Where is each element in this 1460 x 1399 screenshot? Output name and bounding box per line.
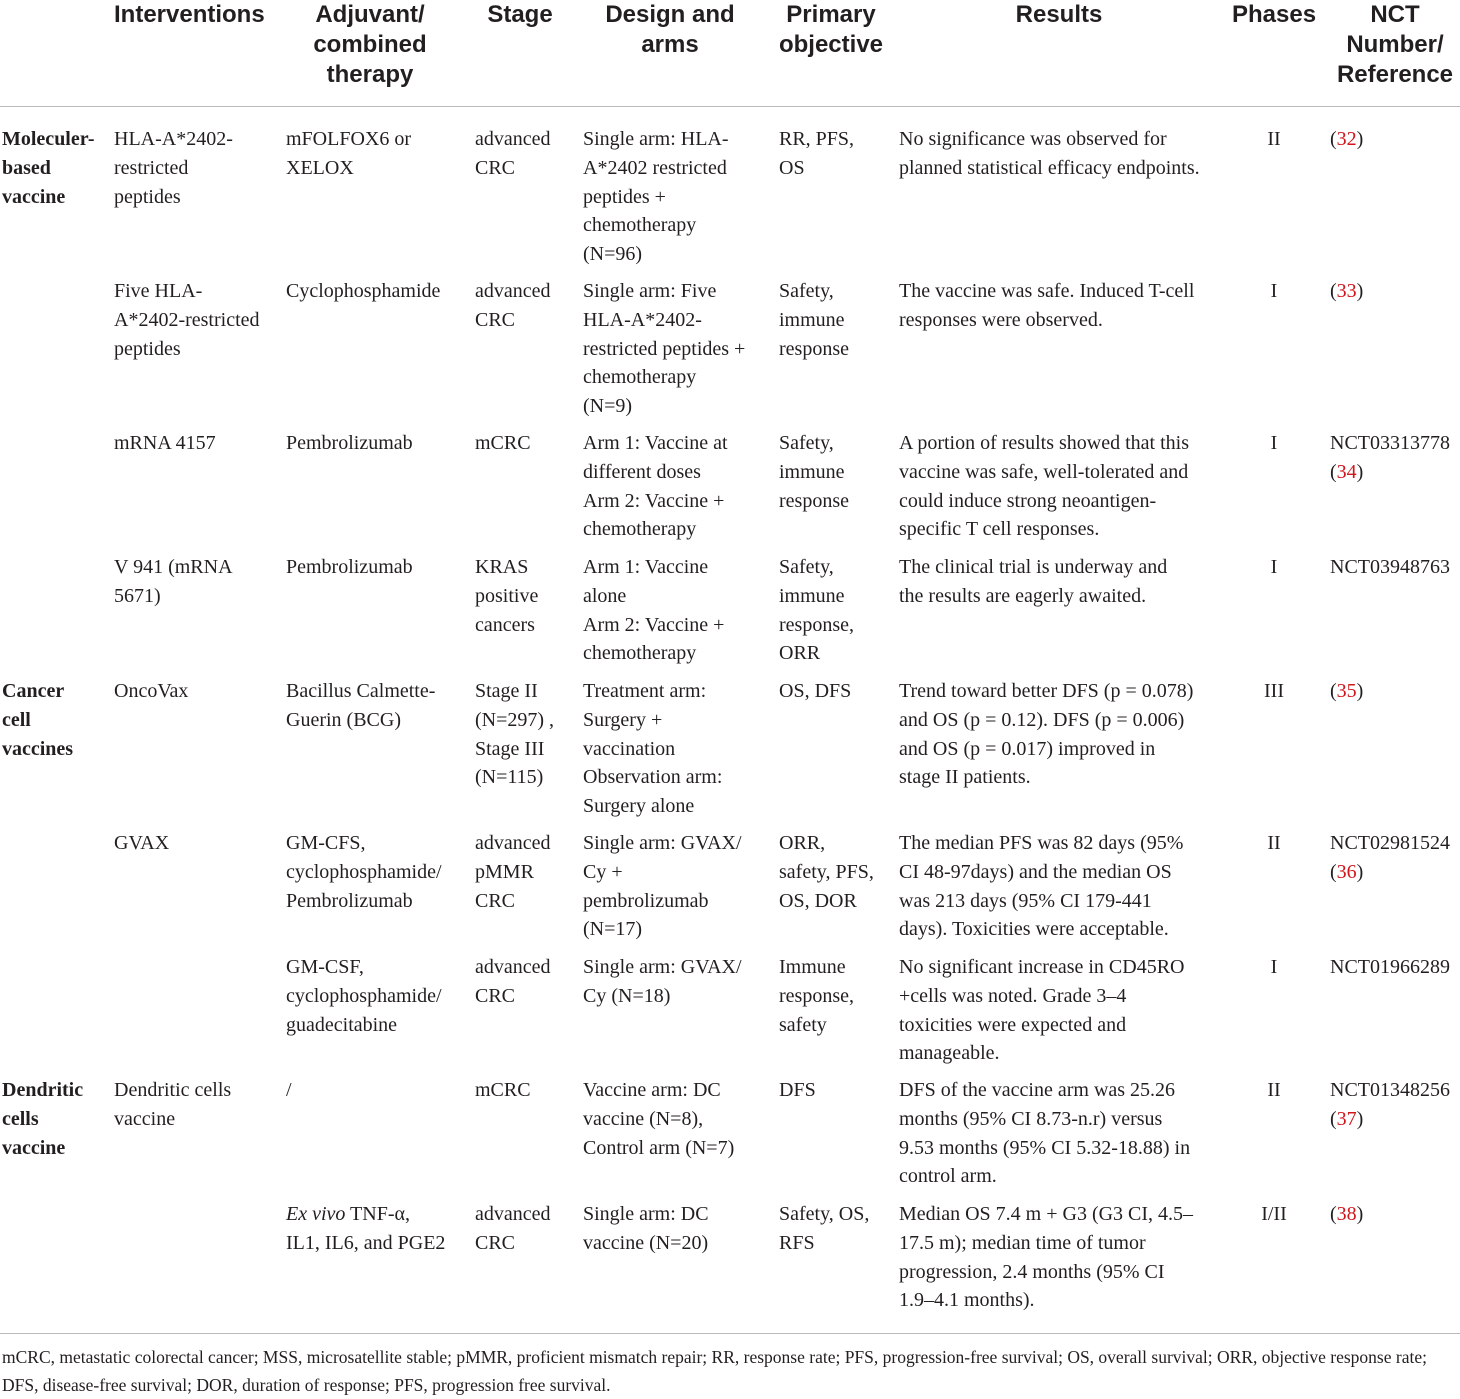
cell-adjuvant: GM-CFS, cyclophosphamide/ Pembrolizumab xyxy=(286,832,442,912)
cell-objective: Safety, immune response, ORR xyxy=(779,556,854,665)
cell-results: No significant increase in CD45RO +cells was noted. Grade 3–4 toxicities were expected and manageable. xyxy=(899,956,1185,1065)
cell-results: Trend toward better DFS (p = 0.078) and OS (p = 0.12). DFS (p = 0.006) and OS (p = 0.017) improved in stage II patients. xyxy=(899,680,1194,789)
cell-results: The clinical trial is underway and the results are eagerly awaited. xyxy=(899,556,1168,607)
nct-number: NCT01348256 xyxy=(1330,1079,1450,1101)
header-design: Design and arms xyxy=(605,1,735,58)
cell-results: The median PFS was 82 days (95% CI 48-97days) and the median OS was 213 days (95% CI 179-441 days). Toxicities were acceptable. xyxy=(899,832,1184,941)
cell-stage: mCRC xyxy=(475,432,531,454)
nct-number: NCT03313778 xyxy=(1330,432,1450,454)
cell-design: Treatment arm: Surgery + vaccination Observation arm: Surgery alone xyxy=(583,680,723,818)
footer-rule xyxy=(0,1333,1460,1334)
cell-phase: II xyxy=(1267,832,1281,854)
cell-adjuvant: Pembrolizumab xyxy=(286,432,413,454)
group-label: Cancer cell vaccines xyxy=(2,680,74,760)
cell-phase: I xyxy=(1270,556,1278,578)
cell-design: Single arm: GVAX/ Cy (N=18) xyxy=(583,956,742,1007)
cell-design: Single arm: HLA- A*2402 restricted peptides + chemotherapy (N=96) xyxy=(583,128,729,266)
cell-results: No significance was observed for planned statistical efficacy endpoints. xyxy=(899,128,1200,179)
nct-number: NCT01966289 xyxy=(1330,956,1450,978)
cell-design: Single arm: GVAX/ Cy + pembrolizumab (N=17) xyxy=(583,832,742,941)
reference-link[interactable]: 33 xyxy=(1336,280,1357,302)
reference-link[interactable]: 36 xyxy=(1336,860,1357,883)
nct-number: NCT03948763 xyxy=(1330,556,1450,578)
cell-nct: NCT02981524 (36) xyxy=(1330,832,1450,883)
cell-phase: III xyxy=(1264,680,1284,702)
cell-objective: Safety, immune response xyxy=(779,280,849,360)
cell-stage: advanced CRC xyxy=(475,956,551,1007)
cell-nct: NCT03313778 (34) xyxy=(1330,432,1450,483)
cell-adjuvant: Cyclophosphamide xyxy=(286,280,441,302)
cell-stage: Stage II (N=297) , Stage III (N=115) xyxy=(475,680,555,789)
cell-intervention: mRNA 4157 xyxy=(114,432,216,454)
cell-nct: (33) xyxy=(1330,280,1364,302)
reference-link[interactable]: 37 xyxy=(1336,1107,1357,1130)
cell-adjuvant: Pembrolizumab xyxy=(286,556,413,578)
cell-intervention: V 941 (mRNA 5671) xyxy=(114,556,233,607)
cell-objective: DFS xyxy=(779,1079,816,1101)
cell-phase: I xyxy=(1270,432,1278,454)
group-label: Moleculer-based vaccine xyxy=(2,128,95,208)
cell-intervention: Five HLA- A*2402-restricted peptides xyxy=(114,280,260,360)
cell-adjuvant: Bacillus Calmette- Guerin (BCG) xyxy=(286,680,436,731)
cell-design: Arm 1: Vaccine at different doses Arm 2: Vaccine + chemotherapy xyxy=(583,432,728,541)
header-adjuvant: Adjuvant/ combined therapy xyxy=(313,1,427,88)
reference-link[interactable]: 34 xyxy=(1336,460,1357,483)
reference-link[interactable]: 35 xyxy=(1336,680,1357,702)
header-results: Results xyxy=(1015,1,1103,28)
cell-adjuvant: / xyxy=(286,1079,292,1101)
cell-nct: NCT01348256 (37) xyxy=(1330,1079,1450,1130)
cell-nct: (38) xyxy=(1330,1203,1364,1225)
cell-phase: I xyxy=(1270,280,1278,302)
reference-link[interactable]: 32 xyxy=(1336,128,1357,150)
cell-stage: advanced CRC xyxy=(475,1203,551,1254)
cell-phase: II xyxy=(1267,1079,1281,1101)
cell-adjuvant: mFOLFOX6 or XELOX xyxy=(286,128,412,179)
header-objective: Primary objective xyxy=(778,1,884,58)
cell-design: Single arm: Five HLA-A*2402- restricted peptides + chemotherapy (N=9) xyxy=(583,280,746,418)
cell-results: The vaccine was safe. Induced T-cell responses were observed. xyxy=(899,280,1195,331)
cell-intervention: HLA-A*2402- restricted peptides xyxy=(114,128,233,208)
header-interventions: Interventions xyxy=(114,1,265,28)
cell-results: Median OS 7.4 m + G3 (G3 CI, 4.5– 17.5 m); median time of tumor progression, 2.4 months (95% CI 1.9–4.1 months). xyxy=(899,1203,1194,1312)
cell-intervention: OncoVax xyxy=(114,680,189,702)
cell-adjuvant: GM-CSF, cyclophosphamide/ guadecitabine xyxy=(286,956,442,1036)
cell-objective: OS, DFS xyxy=(779,680,852,702)
cell-stage: mCRC xyxy=(475,1079,531,1101)
cell-phase: I xyxy=(1270,956,1278,978)
cell-phase: I/II xyxy=(1261,1203,1287,1225)
cell-objective: Safety, OS, RFS xyxy=(779,1203,870,1254)
cell-stage: advanced CRC xyxy=(475,280,551,331)
header-stage: Stage xyxy=(487,1,553,28)
header-rule xyxy=(0,106,1460,107)
cell-adjuvant: Ex vivo TNF-α, IL1, IL6, and PGE2 xyxy=(286,1203,446,1254)
cell-nct: (35) xyxy=(1330,680,1364,702)
cell-objective: Immune response, safety xyxy=(779,956,854,1036)
cell-design: Vaccine arm: DC vaccine (N=8), Control arm (N=7) xyxy=(583,1079,735,1159)
cell-design: Arm 1: Vaccine alone Arm 2: Vaccine + chemotherapy xyxy=(583,556,725,665)
cell-intervention: GVAX xyxy=(114,832,170,854)
cell-objective: Safety, immune response xyxy=(779,432,849,512)
cell-objective: RR, PFS, OS xyxy=(779,128,855,179)
cell-nct xyxy=(1330,953,1450,982)
cell-stage: KRAS positive cancers xyxy=(475,556,539,636)
cell-nct xyxy=(1330,553,1450,582)
nct-number: NCT02981524 xyxy=(1330,832,1450,854)
header-phases: Phases xyxy=(1232,1,1317,28)
cell-results: DFS of the vaccine arm was 25.26 months (95% CI 8.73-n.r) versus 9.53 months (95% CI 5.32-18.88) in control arm. xyxy=(899,1079,1191,1188)
cell-nct: (32) xyxy=(1330,128,1364,150)
cell-adjuvant-italic: Ex vivo xyxy=(286,1203,346,1225)
cell-stage: advanced pMMR CRC xyxy=(475,832,551,912)
cell-objective: ORR, safety, PFS, OS, DOR xyxy=(779,832,874,912)
group-label: Dendritic cells vaccine xyxy=(2,1079,84,1159)
cell-results: A portion of results showed that this vaccine was safe, well-tolerated and could induce strong neoantigen- specific T cell responses. xyxy=(899,432,1189,541)
cell-design: Single arm: DC vaccine (N=20) xyxy=(583,1203,709,1254)
table-footnote: mCRC, metastatic colorectal cancer; MSS, microsatellite stable; pMMR, proficient mismatch repair; RR, response rate; PFS, progression-free survival; OS, overall survival; ORR, objective response rate; DFS, disease-free survival; DOR, duration of response; PFS, progression free survival. xyxy=(2,1347,1427,1395)
cell-phase: II xyxy=(1267,128,1281,150)
cell-stage: advanced CRC xyxy=(475,128,551,179)
header-nct: NCT Number/ Reference xyxy=(1336,1,1454,88)
reference-link[interactable]: 38 xyxy=(1336,1203,1357,1225)
cell-intervention: Dendritic cells vaccine xyxy=(114,1079,232,1130)
